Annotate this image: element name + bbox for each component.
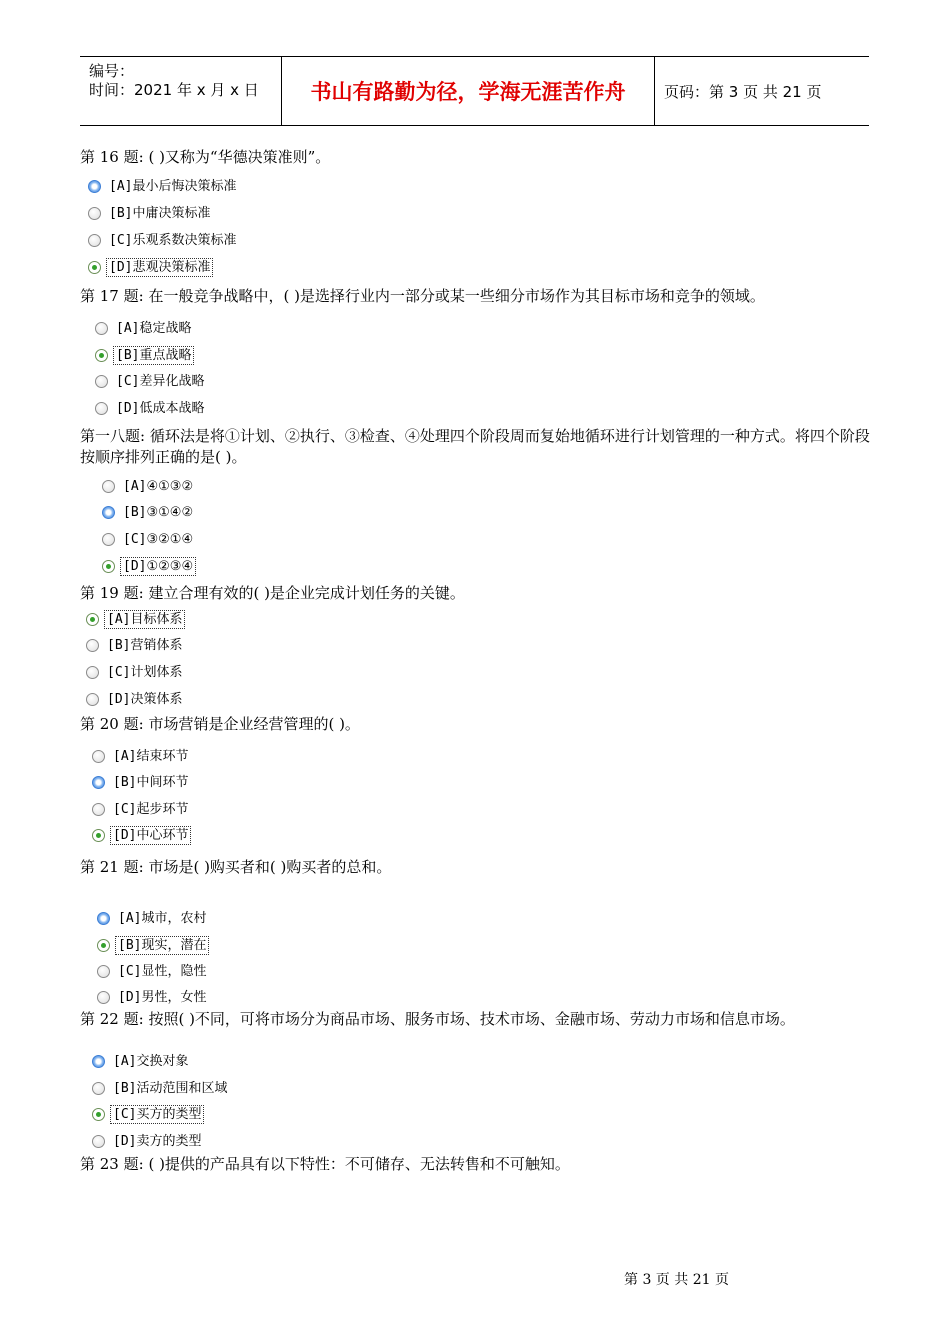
q20-option-a[interactable]	[92, 746, 190, 766]
q18-option-a[interactable]	[102, 476, 195, 496]
question-22: 第 22 题: 按照( )不同，可将市场分为商品市场、服务市场、技术市场、金融市场、劳动力市场和信息市场。	[80, 1010, 795, 1028]
option-label: [A]结束环节	[113, 748, 189, 764]
radio-icon[interactable]	[88, 261, 101, 274]
option-label: [B]重点战略	[116, 347, 192, 363]
q21-option-a[interactable]	[97, 908, 208, 928]
radio-icon[interactable]	[95, 375, 108, 388]
document-header	[80, 56, 869, 126]
radio-icon[interactable]	[86, 613, 99, 626]
question-21: 第 21 题: 市场是( )购买者和( )购买者的总和。	[80, 858, 392, 876]
number-label: 编号：	[89, 62, 135, 80]
option-label: [D]决策体系	[107, 691, 183, 707]
option-label: [C]显性，隐性	[118, 963, 207, 979]
q19-option-b[interactable]	[86, 635, 184, 655]
radio-icon[interactable]	[97, 939, 110, 952]
radio-icon[interactable]	[88, 207, 101, 220]
q18-option-d[interactable]	[102, 556, 195, 576]
q21-option-b[interactable]	[97, 935, 208, 955]
radio-icon[interactable]	[102, 533, 115, 546]
radio-icon[interactable]	[95, 322, 108, 335]
option-label: [A]目标体系	[107, 611, 183, 627]
q16-option-d[interactable]	[88, 257, 212, 277]
option-label: [B]现实，潜在	[118, 937, 207, 953]
radio-icon[interactable]	[92, 776, 105, 789]
q17-option-d[interactable]	[95, 398, 206, 418]
radio-icon[interactable]	[102, 560, 115, 573]
radio-icon[interactable]	[86, 639, 99, 652]
option-label: [B]营销体系	[107, 637, 183, 653]
page-footer: 第 3 页 共 21 页	[624, 1272, 729, 1288]
question-23: 第 23 题: ( )提供的产品具有以下特性：不可储存、无法转售和不可触知。	[80, 1155, 570, 1173]
page-info: 页码：第 3 页 共 21 页	[664, 82, 822, 101]
radio-icon[interactable]	[102, 480, 115, 493]
q16-option-b[interactable]	[88, 203, 212, 223]
radio-icon[interactable]	[95, 349, 108, 362]
question-20: 第 20 题: 市场营销是企业经营管理的( )。	[80, 715, 360, 733]
q17-option-c[interactable]	[95, 371, 206, 391]
option-label: [B]中庸决策标准	[109, 205, 211, 221]
radio-icon[interactable]	[92, 1082, 105, 1095]
option-label: [D]中心环节	[113, 827, 189, 843]
radio-icon[interactable]	[86, 666, 99, 679]
question-16: 第 16 题: ( )又称为“华德决策准则”。	[80, 148, 331, 166]
q20-option-d[interactable]	[92, 825, 190, 845]
radio-icon[interactable]	[92, 750, 105, 763]
radio-icon[interactable]	[102, 506, 115, 519]
q17-option-b[interactable]	[95, 345, 193, 365]
option-label: [D]悲观决策标准	[109, 259, 211, 275]
option-label: [C]差异化战略	[116, 373, 205, 389]
q22-option-c[interactable]	[92, 1104, 203, 1124]
q19-option-d[interactable]	[86, 689, 184, 709]
option-label: [B]活动范围和区域	[113, 1080, 228, 1096]
option-label: [B]③①④②	[123, 504, 194, 520]
q16-option-c[interactable]	[88, 230, 238, 250]
q22-option-b[interactable]	[92, 1078, 229, 1098]
time-label: 时间：2021 年 x 月 x 日	[89, 81, 259, 99]
option-label: [A]城市，农村	[118, 910, 207, 926]
radio-icon[interactable]	[95, 402, 108, 415]
radio-icon[interactable]	[92, 1135, 105, 1148]
q20-option-b[interactable]	[92, 772, 190, 792]
radio-icon[interactable]	[92, 829, 105, 842]
q22-option-a[interactable]	[92, 1051, 190, 1071]
option-label: [C]起步环节	[113, 801, 189, 817]
radio-icon[interactable]	[97, 965, 110, 978]
q16-option-a[interactable]	[88, 176, 238, 196]
option-label: [D]①②③④	[123, 558, 194, 574]
option-label: [A]稳定战略	[116, 320, 192, 336]
question-19: 第 19 题: 建立合理有效的( )是企业完成计划任务的关键。	[80, 584, 465, 602]
radio-icon[interactable]	[92, 1055, 105, 1068]
q22-option-d[interactable]	[92, 1131, 203, 1151]
option-label: [A]最小后悔决策标准	[109, 178, 237, 194]
option-label: [C]买方的类型	[113, 1106, 202, 1122]
q17-option-a[interactable]	[95, 318, 193, 338]
radio-icon[interactable]	[92, 803, 105, 816]
q21-option-d[interactable]	[97, 987, 208, 1007]
question-17: 第 17 题: 在一般竞争战略中，( )是选择行业内一部分或某一些细分市场作为其目标市场和竞争的领域。	[80, 287, 765, 305]
radio-icon[interactable]	[86, 693, 99, 706]
radio-icon[interactable]	[97, 991, 110, 1004]
header-meta	[80, 57, 282, 125]
option-label: [D]男性，女性	[118, 989, 207, 1005]
option-label: [D]低成本战略	[116, 400, 205, 416]
option-label: [C]乐观系数决策标准	[109, 232, 237, 248]
option-label: [B]中间环节	[113, 774, 189, 790]
option-label: [C]③②①④	[123, 531, 194, 547]
option-label: [D]卖方的类型	[113, 1133, 202, 1149]
q19-option-a[interactable]	[86, 609, 184, 629]
radio-icon[interactable]	[88, 234, 101, 247]
q19-option-c[interactable]	[86, 662, 184, 682]
option-label: [A]交换对象	[113, 1053, 189, 1069]
option-label: [A]④①③②	[123, 478, 194, 494]
q18-option-c[interactable]	[102, 529, 195, 549]
radio-icon[interactable]	[92, 1108, 105, 1121]
q20-option-c[interactable]	[92, 799, 190, 819]
q18-option-b[interactable]	[102, 502, 195, 522]
radio-icon[interactable]	[97, 912, 110, 925]
q21-option-c[interactable]	[97, 961, 208, 981]
motto: 书山有路勤为径，学海无涯苦作舟	[282, 57, 655, 125]
question-18: 第一八题: 循环法是将①计划、②执行、③检查、④处理四个阶段周而复始地循环进行计划管理的一种方式。将四个阶段按顺序排列正确的是( )。	[80, 427, 870, 466]
option-label: [C]计划体系	[107, 664, 183, 680]
radio-icon[interactable]	[88, 180, 101, 193]
